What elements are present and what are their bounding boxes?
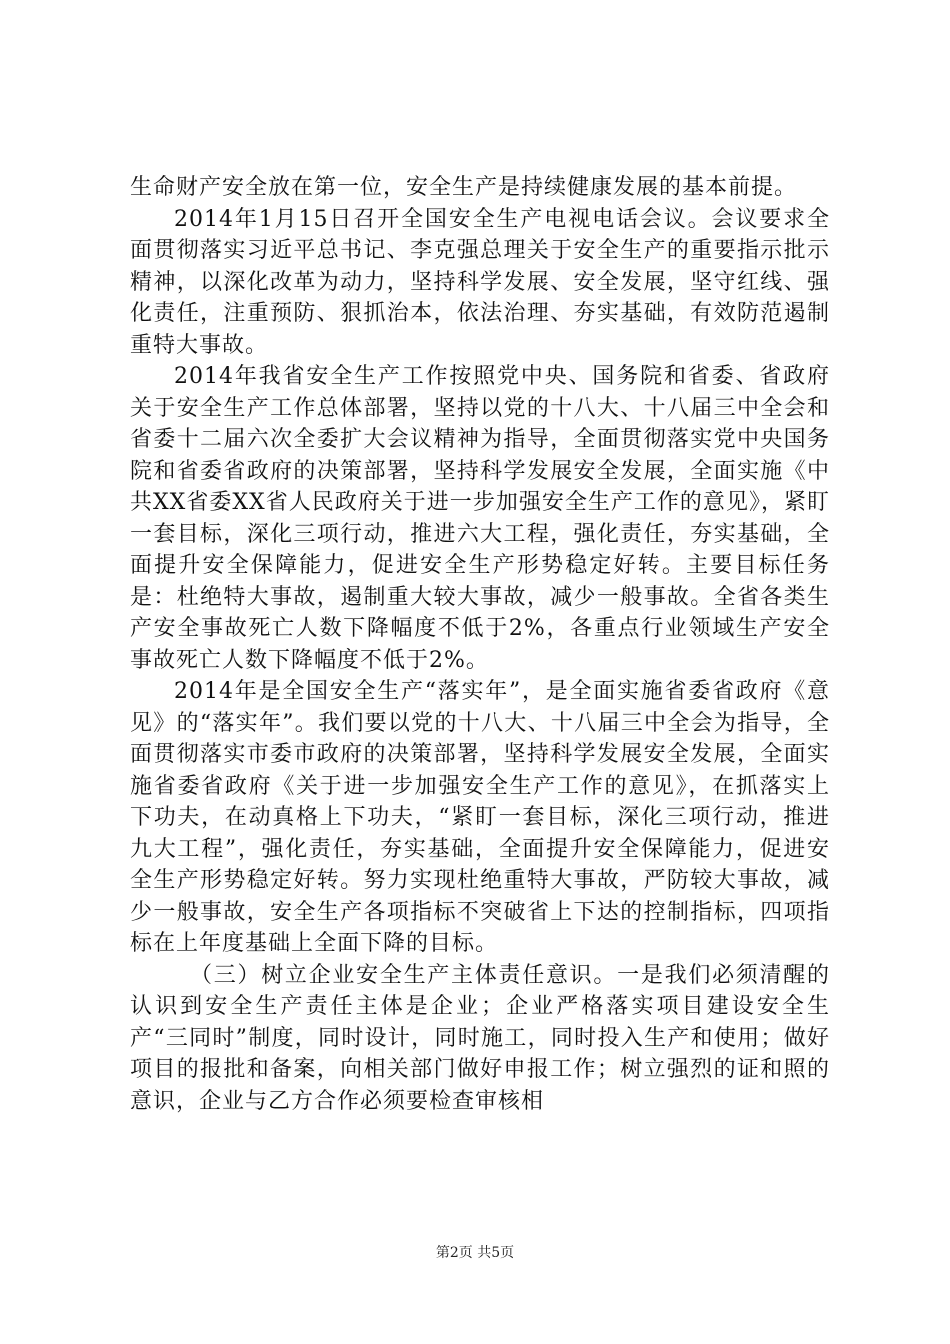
paragraph-provincial-work: 2014年我省安全生产工作按照党中央、国务院和省委、省政府关于安全生产工作总体部署，坚持以党的十八大、十八届三中全会和省委十二届六次全委扩大会议精神为指导，全面贯彻落实党中央国务院和省委省政府的决策部署，坚持科学发展安全发展，全面实施《中共XX省委XX省人民政府关于进一步加强安全生产工作的意见》，紧盯一套目标，深化三项行动，推进六大工程，强化责任，夯实基础，全面提升安全保障能力，促进安全生产形势稳定好转。主要目标任务是：杜绝特大事故，遏制重大较大事故，减少一般事故。全省各类生产安全事故死亡人数下降幅度不低于2%，各重点行业领域生产安全事故死亡人数下降幅度不低于2%。 [130,364,830,673]
document-body [130,172,830,1117]
page-number-footer: 第2页 共5页 [435,1245,515,1261]
paragraph-continuation: 生命财产安全放在第一位，安全生产是持续健康发展的基本前提。 [130,175,798,200]
paragraph-conference: 2014年1月15日召开全国安全生产电视电话会议。会议要求全面贯彻落实习近平总书记、李克强总理关于安全生产的重要指示批示精神，以深化改革为动力，坚持科学发展、安全发展，坚守红线、强化责任，注重预防、狠抓治本，依法治理、夯实基础，有效防范遏制重特大事故。 [130,206,830,358]
paragraph-implementation-year: 2014年是全国安全生产“落实年”，是全面实施省委省政府《意见》的“落实年”。我们要以党的十八大、十八届三中全会为指导，全面贯彻落实市委市政府的决策部署，坚持科学发展安全发展，全面实施省委省政府《关于进一步加强安全生产工作的意见》，在抓落实上下功夫，在动真格上下功夫，“紧盯一套目标，深化三项行动，推进九大工程”，强化责任，夯实基础，全面提升安全保障能力，促进安全生产形势稳定好转。努力实现杜绝重特大事故，严防较大事故，减少一般事故，安全生产各项指标不突破省上下达的控制指标，四项指标在上年度基础上全面下降的目标。 [130,679,830,956]
paragraph-section-three: （三）树立企业安全生产主体责任意识。一是我们必须清醒的认识到安全生产责任主体是企业；企业严格落实项目建设安全生产“三同时”制度，同时设计，同时施工，同时投入生产和使用；做好项目的报批和备案，向相关部门做好申报工作；树立强烈的证和照的意识，企业与乙方合作必须要检查审核相 [130,962,830,1114]
